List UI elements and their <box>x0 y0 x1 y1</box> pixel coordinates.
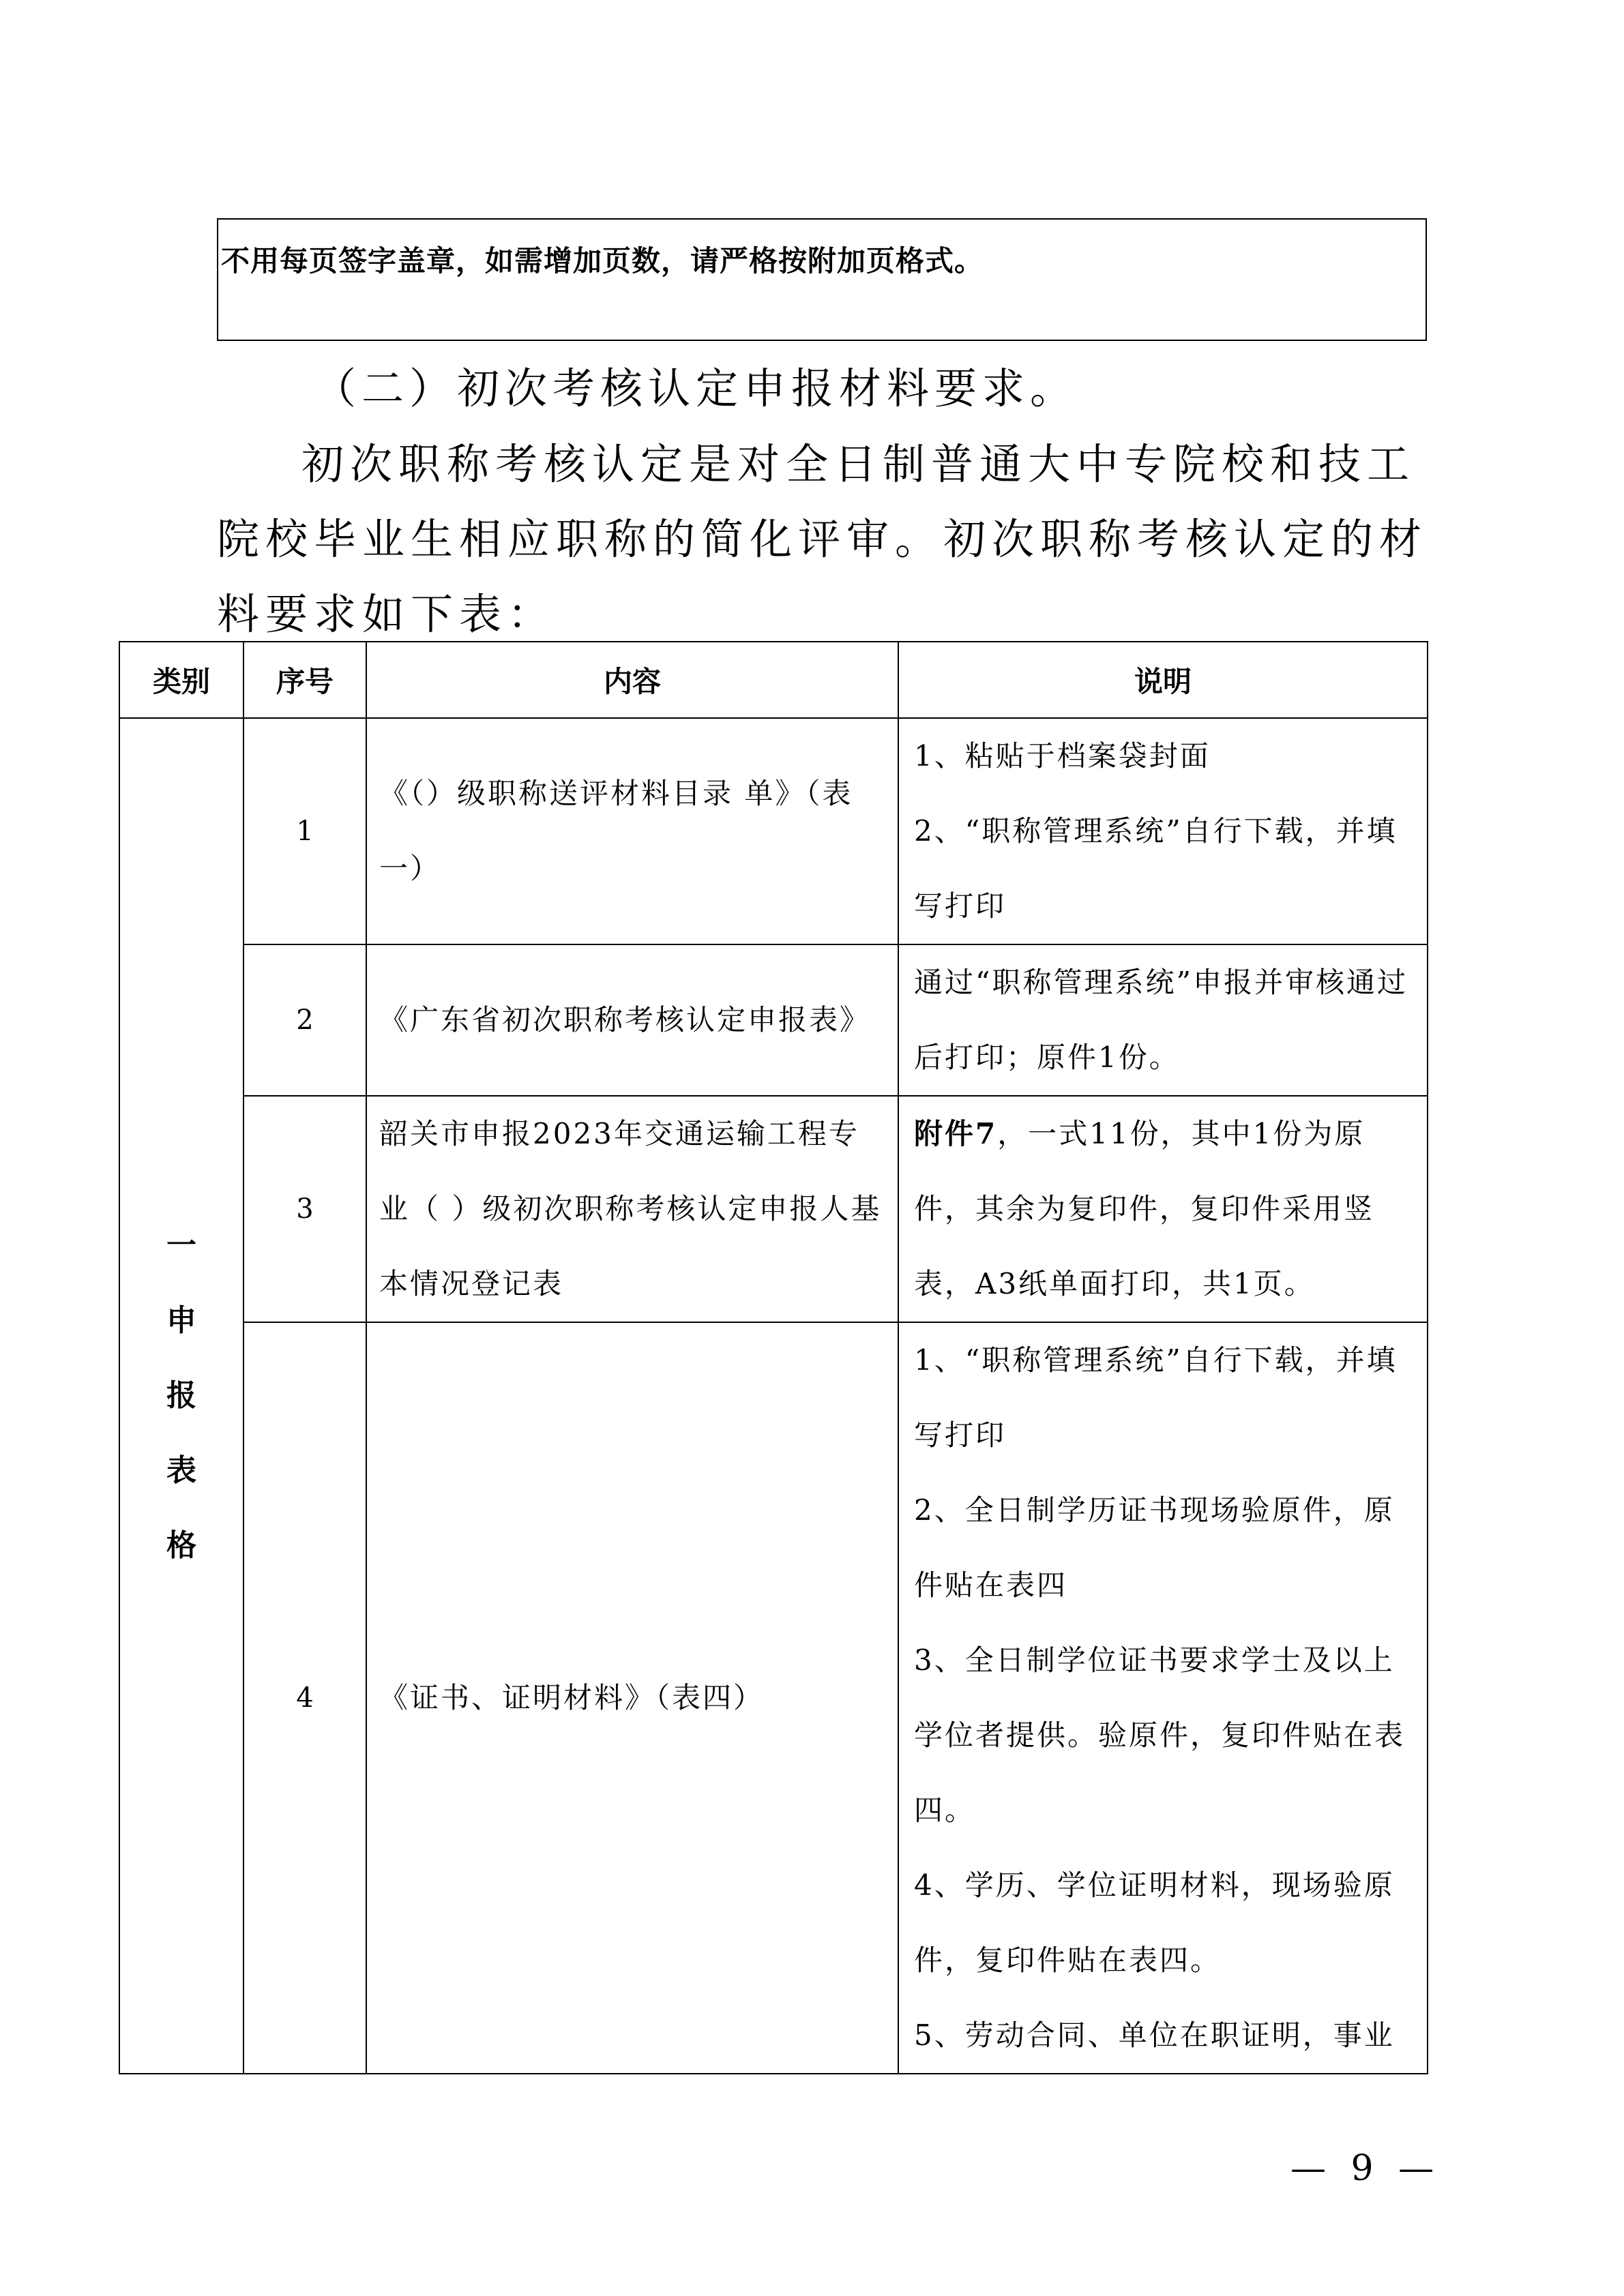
page-number: — 9 — <box>1290 2148 1441 2189</box>
desc-line: 1、“职称管理系统”自行下载，并填写打印 <box>914 1343 1398 1452</box>
desc-line: 通过“职称管理系统”申报并审核通过后打印；原件1份。 <box>914 966 1408 1074</box>
desc-attachment-ref: 附件7 <box>914 1117 998 1150</box>
row-seq: 1 <box>243 718 366 944</box>
row-desc <box>898 1322 1428 2074</box>
table-row <box>119 944 1428 1096</box>
table-header-row <box>119 642 1428 718</box>
table-row <box>119 718 1428 944</box>
table-row <box>119 1096 1428 1322</box>
note-text: 不用每页签字盖章，如需增加页数，请严格按附加页格式。 <box>221 244 984 278</box>
header-seq: 序号 <box>243 642 366 718</box>
row-content: 韶关市申报2023年交通运输工程专业（ ）级初次职称考核认定申报人基本情况登记表 <box>366 1096 898 1322</box>
desc-line: 4、学历、学位证明材料，现场验原件，复印件贴在表四。 <box>914 1868 1395 1977</box>
category-char: 格 <box>166 1528 196 1563</box>
row-content: 《证书、证明材料》（表四） <box>366 1322 898 2074</box>
row-seq: 3 <box>243 1096 366 1322</box>
category-char: 一 <box>166 1228 196 1263</box>
category-char: 申 <box>166 1303 196 1338</box>
desc-line: ，一式11份，其中1份为原件，其余为复印件，复印件采用竖表，A3纸单面打印，共1页。 <box>914 1117 1375 1300</box>
desc-line: 3、全日制学位证书要求学士及以上学位者提供。验原件，复印件贴在表四。 <box>914 1643 1406 1827</box>
category-char: 表 <box>166 1453 196 1488</box>
row-desc <box>898 718 1428 944</box>
category-cell <box>119 718 243 2074</box>
table-row <box>119 1322 1428 2074</box>
materials-table <box>119 641 1428 2074</box>
header-desc: 说明 <box>898 642 1428 718</box>
desc-line: 2、“职称管理系统”自行下载，并填写打印 <box>914 814 1398 923</box>
row-content: 《广东省初次职称考核认定申报表》 <box>366 944 898 1096</box>
desc-line: 2、全日制学历证书现场验原件，原件贴在表四 <box>914 1493 1395 1602</box>
header-category: 类别 <box>119 642 243 718</box>
row-seq: 4 <box>243 1322 366 2074</box>
intro-paragraph-text: 初次职称考核认定是对全日制普通大中专院校和技工院校毕业生相应职称的简化评审。初次职称考核认定的材料要求如下表： <box>217 439 1428 639</box>
intro-paragraph <box>217 427 1431 652</box>
row-seq: 2 <box>243 944 366 1096</box>
row-desc <box>898 1096 1428 1322</box>
desc-line: 5、劳动合同、单位在职证明，事业 <box>914 2018 1395 2052</box>
row-content: 《（）级职称送评材料目录 单》（表一） <box>366 718 898 944</box>
note-box <box>217 218 1427 341</box>
header-content: 内容 <box>366 642 898 718</box>
row-desc <box>898 944 1428 1096</box>
section-heading: （二）初次考核认定申报材料要求。 <box>314 363 1078 413</box>
desc-line: 1、粘贴于档案袋封面 <box>914 739 1211 773</box>
category-char: 报 <box>166 1378 196 1413</box>
